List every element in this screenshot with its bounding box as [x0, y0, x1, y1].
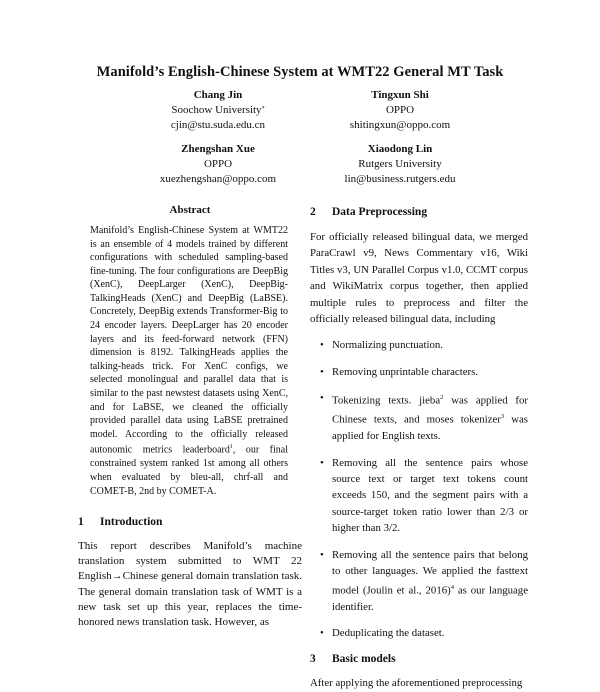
paper-title: Manifold’s English-Chinese System at WMT22 General MT Task	[96, 64, 504, 80]
introduction-text: This report describes Manifold’s machine translation system submitted to WMT 22 English→Chinese general domain translation task. The general domain translation task of WMT is a new task set up this year, replaces the time-honored news translation task. However, as	[78, 540, 302, 629]
section-number: 2	[310, 206, 316, 218]
list-item: • Deduplicating the dataset.	[310, 625, 528, 641]
bullet-icon: •	[320, 548, 324, 561]
footnote-mark[interactable]: 3	[500, 413, 505, 421]
author-name: Tingxun Shi	[371, 89, 429, 101]
right-column	[310, 204, 528, 692]
section-heading	[310, 651, 528, 667]
bullet-icon: •	[320, 365, 324, 378]
author-name: Zhengshan Xue	[181, 143, 255, 155]
author-block	[290, 88, 510, 133]
section-title: Data Preprocessing	[332, 206, 428, 218]
list-item: • Normalizing punctuation.	[310, 337, 528, 353]
section-title: Basic models	[332, 653, 396, 666]
author-affiliation: OPPO	[203, 158, 233, 170]
left-column	[78, 204, 302, 630]
section-title: Introduction	[100, 516, 163, 529]
footnote-mark[interactable]: 2	[440, 394, 444, 402]
section-number: 1	[78, 516, 84, 529]
basic-models-text: After applying the aforementioned preprocessing	[310, 677, 523, 690]
list-item: • Removing all the sentence pairs that belong to other languages. We applied the fasttext model (Joulin et al., 2016)$^4$ as our language identifier.	[320, 548, 528, 613]
data-preprocessing-intro: For officially released bilingual data, we merged ParaCrawl v9, News Commentary v16, Wiki Titles v3, UN Parallel Corpus v1.0, CCMT corpus and WikiMatrix corpus together, then applied multiple rules to preprocess and filter the officially released bilingual data, including	[310, 231, 528, 326]
section-heading	[310, 204, 528, 220]
bullet-icon: •	[320, 339, 324, 352]
bullet-icon: •	[320, 456, 324, 469]
author-affiliation: OPPO	[385, 104, 415, 116]
section-heading	[78, 516, 302, 530]
affiliation-mark: *	[261, 106, 265, 112]
bullet-icon: •	[320, 392, 324, 405]
preprocessing-list	[310, 337, 528, 641]
author-email[interactable]: lin@business.rutgers.edu	[344, 173, 456, 185]
author-affiliation: Rutgers University	[358, 158, 442, 170]
author-email[interactable]: cjin@stu.suda.edu.cn	[170, 119, 266, 131]
abstract-body: Manifold’s English-Chinese System at WMT22 is an ensemble of 4 models trained by different configurations with scheduled sampling-based fine-tuning. The four configurations are DeepBig (XenC), DeepLarger (XenC), DeepBig-TalkingHeads (XenC) and DeepBig (LaBSE). Concretely, DeepBig extends Transformer-Big to 24 encoder layers. DeepLarger has 20 encoder layers and its feed-forward network (FFN) dimension is 8192. TalkingHeads applies the talking-heads trick. For XenC configs, we selected monolingual and parallel data that is similar to the past newstest datasets using XenC, and for LaBSE, we cleaned the officially provided parallel data using LaBSE pretrained model. According to the officially released autonomic metrics leaderboard$^1$, our final constrained system ranked 1st among all others when evaluated by bleu-all, chrf-all and COMET-B, 2nd by COMET-A.	[90, 224, 288, 497]
list-item: • Removing unprintable characters.	[310, 364, 528, 380]
author-affiliation: Soochow University*	[171, 104, 265, 116]
bullet-icon: •	[320, 626, 324, 639]
author-name: Xiaodong Lin	[367, 143, 433, 155]
footnote-mark[interactable]: 1	[229, 444, 233, 451]
section-number: 3	[310, 653, 316, 666]
list-item: • Tokenizing texts. jieba$^2$ was applied for Chinese texts, and moses tokenizer$^3$ was applied for English texts.	[320, 392, 529, 443]
author-email[interactable]: xuezhengshan@oppo.com	[159, 173, 277, 185]
list-item: • Removing all the sentence pairs whose source text or target text tokens count exceeds 150, and the segment pairs with a source-target token ratio lower than 2/3 or higher than 3/2.	[320, 456, 528, 535]
author-name: Chang Jin	[193, 89, 243, 101]
footnote-mark[interactable]: 4	[450, 583, 454, 591]
abstract-heading: Abstract	[169, 204, 211, 216]
author-block	[290, 142, 510, 187]
author-email[interactable]: shitingxun@oppo.com	[349, 119, 451, 131]
